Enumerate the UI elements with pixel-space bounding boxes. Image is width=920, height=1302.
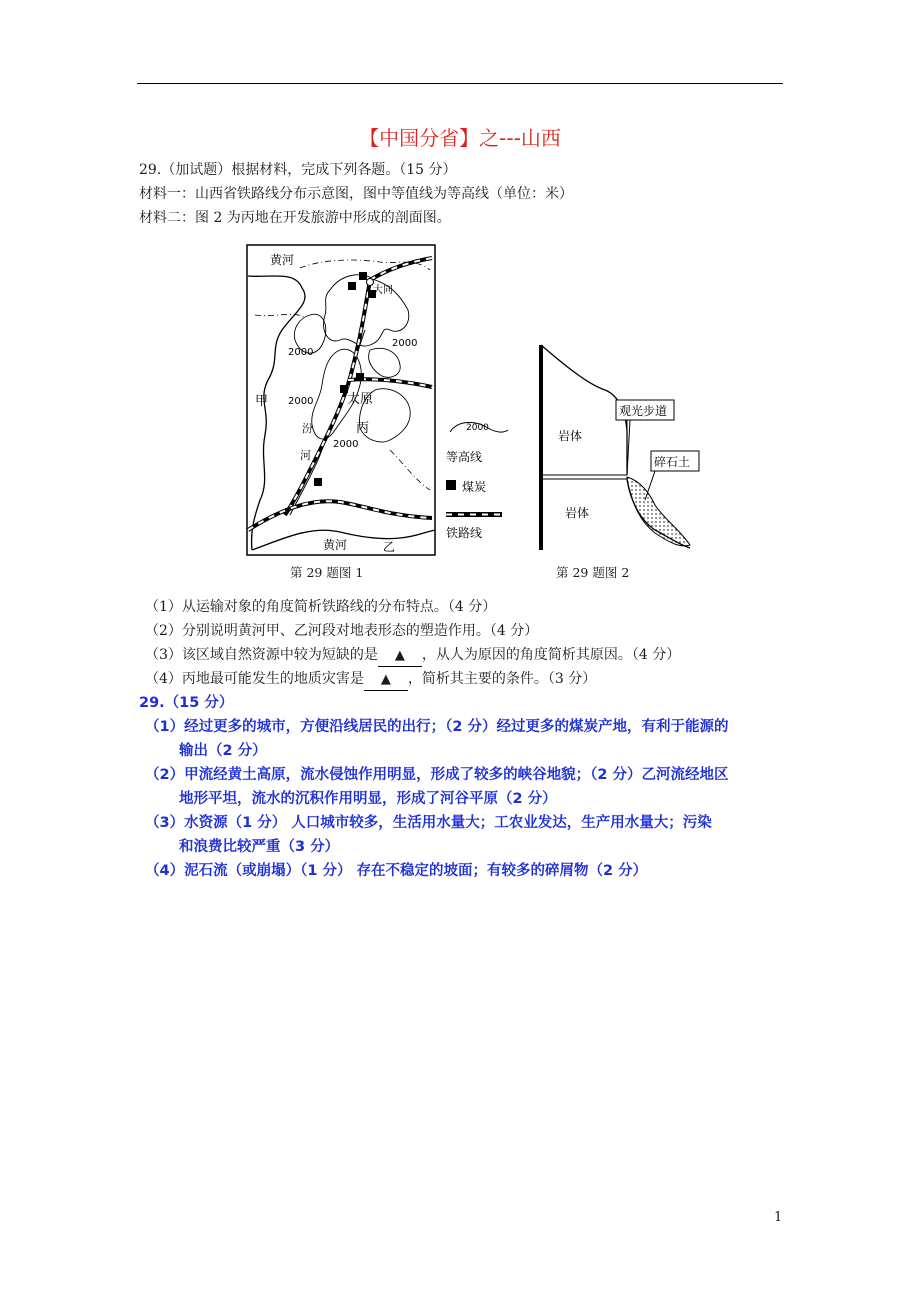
label-contour-2000-b: 2000 (392, 338, 418, 349)
material-two: 材料二：图 2 为丙地在开发旅游中形成的剖面图。 (139, 210, 451, 226)
upper-slope-line (541, 345, 627, 475)
question-header: 29.（加试题）根据材料，完成下列各题。（15 分） (139, 162, 457, 178)
label-bing: 丙 (356, 421, 370, 436)
walkway-label: 观光步道 (619, 404, 668, 418)
label-datong: 大同 (373, 285, 393, 296)
question-3-pre: （3）该区域自然资源中较为短缺的是 (145, 647, 378, 663)
legend-contour-value: 2000 (466, 423, 489, 433)
answers-header: 29.（15 分） (139, 695, 234, 711)
answer-2-line-1: （2）甲流经黄土高原，流水侵蚀作用明显，形成了较多的峡谷地貌；（2 分）乙河流经地区 (145, 767, 729, 783)
legend-railway-label: 铁路线 (446, 526, 483, 540)
railway-lines (248, 258, 432, 530)
answer-1-line-1: （1）经过更多的城市，方便沿线居民的出行；（2 分）经过更多的煤炭产地，有利于能源的 (145, 719, 729, 735)
contour-taiyuan-east (369, 348, 401, 377)
gravel-label: 碎石土 (654, 455, 691, 469)
yellow-river-west (248, 276, 305, 550)
label-taiyuan: 太原 (347, 392, 374, 407)
label-yi: 乙 (383, 540, 396, 554)
question-3-post: ，从人为原因的角度简析其原因。（4 分） (421, 647, 681, 663)
material-one: 材料一：山西省铁路线分布示意图，图中等值线为等高线（单位：米） (139, 186, 573, 202)
question-3 (145, 645, 680, 667)
figure-2-caption: 第 29 题图 2 (556, 565, 630, 580)
answer-1-line-2: 输出（2 分） (179, 743, 267, 759)
answer-3-line-1: （3）水资源（1 分） 人口城市较多，生活用水量大；工农业发达，生产用水量大；污染 (145, 815, 712, 831)
question-4-post: ，简析其主要的条件。（3 分） (407, 671, 597, 687)
question-4-pre: （4）丙地最可能发生的地质灾害是 (145, 671, 364, 687)
rock-lower-label: 岩体 (565, 506, 590, 520)
label-fen: 汾 (302, 422, 313, 435)
rock-upper-label: 岩体 (558, 429, 583, 443)
question-4 (145, 669, 596, 691)
header-rule (137, 83, 783, 84)
boundary-east (390, 450, 430, 490)
legend-coal-label: 煤炭 (462, 480, 487, 494)
gravel-deposit (627, 477, 690, 546)
label-contour-2000-c: 2000 (288, 396, 314, 407)
figure-1-caption: 第 29 题图 1 (290, 565, 364, 580)
answer-4-line-1: （4）泥石流（或崩塌）（1 分） 存在不稳定的坡面；有较多的碎屑物（2 分） (145, 863, 648, 879)
shanxi-railway-map (240, 240, 515, 565)
answer-2-line-2: 地形平坦，流水的沉积作用明显，形成了河谷平原（2 分） (179, 791, 557, 807)
label-contour-2000-d: 2000 (333, 439, 359, 450)
label-he: 河 (300, 449, 311, 462)
label-yellow-river-bottom: 黄河 (323, 538, 348, 552)
question-4-blank: ▲ (364, 670, 408, 691)
question-3-blank: ▲ (378, 646, 422, 667)
label-yellow-river-top: 黄河 (270, 253, 295, 267)
boundary-west (255, 314, 305, 318)
legend-coal-icon (446, 480, 456, 490)
legend-contour-label: 等高线 (446, 450, 483, 464)
label-contour-2000-a: 2000 (288, 347, 314, 358)
question-1: （1）从运输对象的角度简析铁路线的分布特点。（4 分） (145, 599, 497, 615)
answer-3-line-2: 和浪费比较严重（3 分） (179, 839, 340, 855)
page-title: 【中国分省】之---山西 (359, 126, 561, 150)
label-jia: 甲 (255, 394, 269, 409)
page-number: 1 (774, 1210, 783, 1225)
question-2: （2）分别说明黄河甲、乙河段对地表形态的塑造作用。（4 分） (145, 623, 539, 639)
cross-section-figure (530, 340, 710, 555)
